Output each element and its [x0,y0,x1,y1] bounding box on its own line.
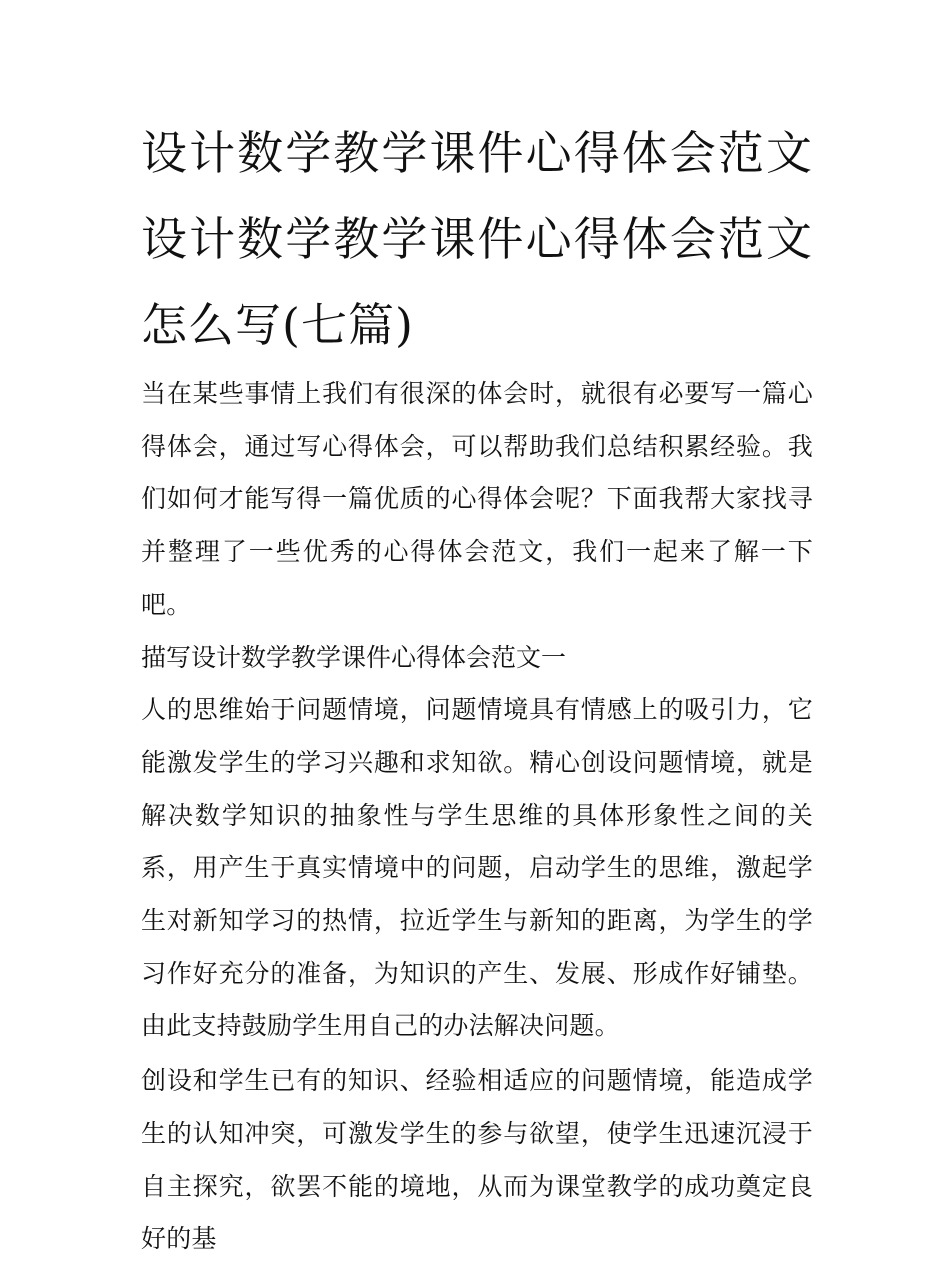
body-paragraph: 创设和学生已有的知识、经验相适应的问题情境，能造成学生的认知冲突，可激发学生的参与欲望，使学生迅速沉浸于自主探究，欲罢不能的境地，从而为课堂教学的成功奠定良好的基 [141,1066,813,1254]
document-body [141,368,813,1266]
document-title: 设计数学教学课件心得体会范文 设计数学教学课件心得体会范文怎么写(七篇) [141,126,813,352]
document-page [141,110,813,1266]
body-paragraph: 人的思维始于问题情境，问题情境具有情感上的吸引力，它能激发学生的学习兴趣和求知欲。精心创设问题情境，就是解决数学知识的抽象性与学生思维的具体形象性之间的关系，用产生于真实情境中的问题，启动学生的思维，激起学生对新知学习的热情，拉近学生与新知的距离，为学生的学习作好充分的准备，为知识的产生、发展、形成作好铺垫。由此支持鼓励学生用自己的办法解决问题。 [141,695,813,1041]
intro-paragraph: 当在某些事情上我们有很深的体会时，就很有必要写一篇心得体会，通过写心得体会，可以帮助我们总结积累经验。我们如何才能写得一篇优质的心得体会呢？下面我帮大家找寻并整理了一些优秀的心得体会范文，我们一起来了解一下吧。 [141,379,813,619]
section-heading: 描写设计数学教学课件心得体会范文一 [141,642,567,672]
